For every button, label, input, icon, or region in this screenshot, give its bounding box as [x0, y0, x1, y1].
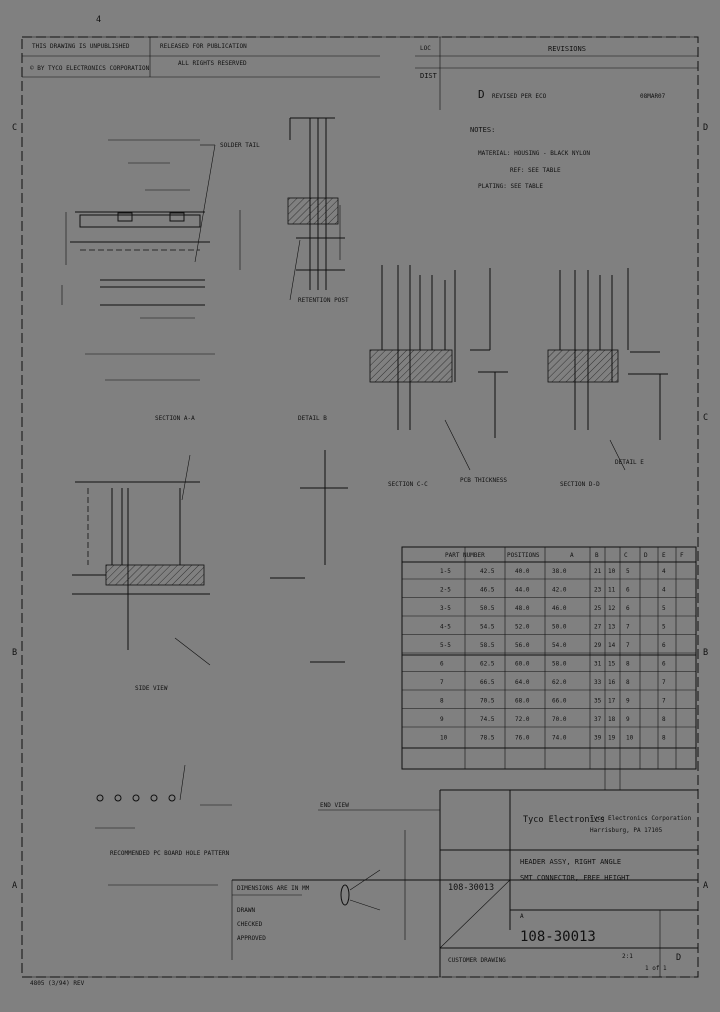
table-cell: 58.5 [480, 642, 495, 649]
footer-form-code: 4805 (3/94) REV [30, 980, 85, 987]
table-cell: 42.0 [552, 586, 567, 594]
table-cell: 14 [608, 642, 616, 649]
table-header-b: B [595, 552, 599, 559]
checked-label: CHECKED [237, 921, 263, 928]
table-cell: 35 [594, 697, 602, 705]
table-cell: 5-5 [440, 642, 451, 649]
table-cell: 7 [440, 679, 444, 686]
hole-pattern [95, 765, 232, 885]
tolerances-label: DIMENSIONS ARE IN MM [237, 885, 310, 892]
table-cell: 7 [626, 623, 630, 631]
table-cell: 10 [608, 568, 616, 575]
table-cell: 11 [608, 586, 616, 594]
table-cell: 46.5 [480, 586, 495, 594]
table-cell: 4 [662, 586, 666, 594]
table-cell: 4-5 [440, 623, 451, 631]
table-cell: 64.0 [515, 679, 530, 686]
table-cell: 17 [608, 697, 616, 705]
header-dist: DIST [420, 72, 437, 80]
table-cell: 33 [594, 679, 602, 686]
table-cell: 8 [440, 697, 444, 705]
table-cell: 5 [626, 568, 630, 575]
zone-right-c: C [703, 413, 709, 423]
drawing-number-small: 108-30013 [448, 883, 495, 893]
end-view [318, 802, 440, 940]
zone-right-d: D [703, 123, 709, 133]
notes-title: NOTES: [470, 126, 496, 134]
table-cell: 56.0 [515, 642, 530, 649]
table-cell: 16 [608, 679, 616, 686]
table-cell: 68.0 [515, 697, 530, 705]
table-header-part-number: PART NUMBER [445, 552, 485, 559]
table-cell: 15 [608, 660, 616, 668]
header-unpublished: THIS DRAWING IS UNPUBLISHED [32, 43, 130, 50]
section-d-title: SECTION D-D [560, 481, 600, 488]
solder-tail-callout: SOLDER TAIL [220, 142, 260, 149]
table-cell: 21 [594, 568, 602, 575]
table-cell: 2-5 [440, 586, 451, 594]
dimension-table [402, 547, 696, 790]
table-cell: 70.0 [552, 716, 567, 723]
table-cell: 13 [608, 623, 616, 631]
end-view-title: END VIEW [320, 802, 349, 809]
title-block [232, 790, 698, 977]
table-cell: 1-5 [440, 568, 451, 575]
table-cell: 12 [608, 605, 616, 612]
company-address: Harrisburg, PA 17105 [590, 827, 663, 834]
drawing-number: 108-30013 [520, 929, 596, 945]
table-cell: 9 [626, 716, 630, 723]
table-cell: 8 [626, 679, 630, 686]
table-cell: 6 [626, 605, 630, 612]
table-cell: 8 [662, 734, 666, 742]
side-view [72, 450, 348, 692]
approved-label: APPROVED [237, 935, 266, 942]
table-cell: 18 [608, 716, 616, 723]
drawn-label: DRAWN [237, 907, 256, 914]
table-cell: 8 [662, 716, 666, 723]
table-cell: 74.0 [552, 734, 567, 742]
table-cell: 54.0 [552, 642, 567, 649]
table-cell: 46.0 [552, 605, 567, 612]
table-cell: 8 [626, 660, 630, 668]
table-cell: 38.0 [552, 568, 567, 575]
table-cell: 78.5 [480, 734, 495, 742]
side-view-title: SIDE VIEW [135, 685, 168, 692]
drawing-title-line1: HEADER ASSY, RIGHT ANGLE [520, 858, 622, 866]
company-logo: Tyco Electronics [523, 815, 605, 825]
table-cell: 50.5 [480, 605, 495, 612]
sheet-value: 1 of 1 [645, 965, 667, 972]
table-cell: 10 [626, 734, 634, 742]
zone-left-a: A [12, 881, 18, 891]
table-cell: 29 [594, 642, 602, 649]
table-cell: 6 [662, 642, 666, 649]
table-cell: 60.0 [515, 660, 530, 668]
table-cell: 72.0 [515, 716, 530, 723]
zone-top-4: 4 [96, 15, 102, 25]
table-header-f: F [680, 552, 684, 559]
table-cell: 5 [662, 605, 666, 612]
note-2: REF: SEE TABLE [510, 167, 561, 174]
drawing-title-line2: SMT CONNECTOR, FREE HEIGHT [520, 874, 630, 882]
sheet-border [22, 37, 698, 977]
header-copyright: © BY TYCO ELECTRONICS CORPORATION [30, 65, 150, 72]
customer-drawing-label: CUSTOMER DRAWING [448, 957, 506, 964]
rev-letter: D [478, 88, 485, 101]
table-cell: 52.0 [515, 623, 530, 631]
table-cell: 3-5 [440, 605, 451, 612]
table-cell: 66.5 [480, 679, 495, 686]
table-cell: 27 [594, 623, 602, 631]
revision-value: D [676, 953, 682, 963]
hole-pattern-title: RECOMMENDED PC BOARD HOLE PATTERN [110, 850, 230, 857]
size-label: A [520, 913, 524, 920]
table-cell: 62.0 [552, 679, 567, 686]
table-cell: 74.5 [480, 716, 495, 723]
zone-right-b: B [703, 648, 709, 658]
header-rights: ALL RIGHTS RESERVED [178, 60, 247, 67]
table-cell: 6 [662, 660, 666, 668]
company-name: Tyco Electronics Corporation [590, 815, 692, 822]
table-cell: 39 [594, 734, 602, 742]
table-header-a: A [570, 552, 574, 559]
table-header-d: D [644, 552, 648, 559]
table-header-e: E [662, 552, 666, 559]
detail-e-title: DETAIL E [615, 459, 644, 466]
revisions-title: REVISIONS [548, 45, 586, 53]
table-cell: 9 [626, 697, 630, 705]
scale-value: 2:1 [622, 953, 633, 960]
table-cell: 37 [594, 716, 602, 723]
section-c-view [370, 265, 508, 488]
section-c-title: SECTION C-C [388, 481, 428, 488]
table-cell: 19 [608, 734, 616, 742]
retention-post-label: RETENTION POST [298, 297, 349, 304]
table-cell: 42.5 [480, 568, 495, 575]
header-released: RELEASED FOR PUBLICATION [160, 43, 247, 50]
table-cell: 48.0 [515, 605, 530, 612]
table-cell: 54.5 [480, 623, 495, 631]
table-cell: 66.0 [552, 697, 567, 705]
table-cell: 6 [440, 660, 444, 668]
table-cell: 58.0 [552, 660, 567, 668]
section-d-view [548, 268, 668, 488]
rev-description: REVISED PER ECO [492, 93, 547, 100]
table-cell: 40.0 [515, 568, 530, 575]
note-1: MATERIAL: HOUSING - BLACK NYLON [478, 150, 590, 157]
table-cell: 10 [440, 734, 448, 742]
pcb-thickness-label: PCB THICKNESS [460, 477, 507, 484]
table-cell: 23 [594, 586, 602, 594]
table-cell: 44.0 [515, 586, 530, 594]
table-cell: 4 [662, 568, 666, 575]
front-view [62, 140, 260, 380]
zone-left-b: B [12, 648, 18, 658]
table-header-c: C [624, 552, 628, 559]
zone-left-c: C [12, 123, 18, 133]
detail-b-title: DETAIL B [298, 415, 327, 422]
table-cell: 7 [662, 679, 666, 686]
table-cell: 7 [662, 697, 666, 705]
retention-post-view [155, 118, 349, 422]
table-cell: 9 [440, 716, 444, 723]
table-cell: 76.0 [515, 734, 530, 742]
table-cell: 6 [626, 586, 630, 594]
table-cell: 62.5 [480, 660, 495, 668]
zone-right-a: A [703, 881, 709, 891]
table-cell: 5 [662, 623, 666, 631]
table-header-positions: POSITIONS [507, 552, 540, 559]
section-a-title: SECTION A-A [155, 415, 195, 422]
table-cell: 70.5 [480, 697, 495, 705]
header-loc: LOC [420, 45, 431, 52]
table-cell: 25 [594, 605, 602, 612]
table-cell: 31 [594, 660, 602, 668]
rev-date: 08MAR07 [640, 93, 666, 100]
note-3: PLATING: SEE TABLE [478, 183, 544, 190]
table-cell: 7 [626, 642, 630, 649]
table-cell: 50.0 [552, 623, 567, 631]
